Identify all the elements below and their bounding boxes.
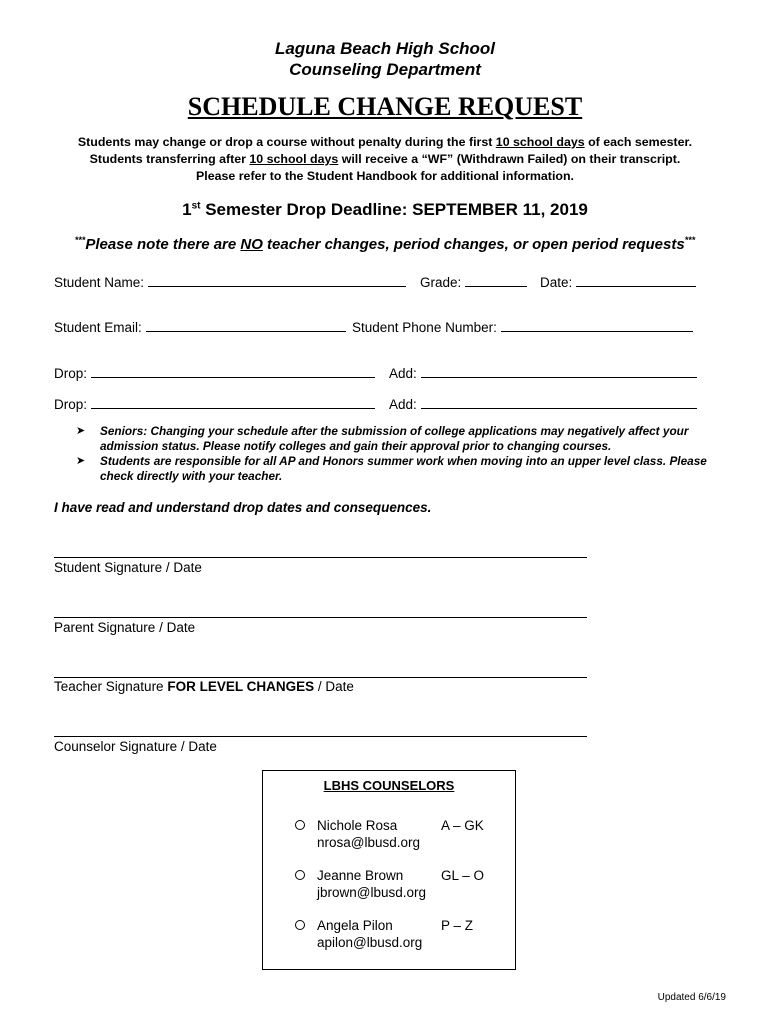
page-title: SCHEDULE CHANGE REQUEST <box>187 92 583 121</box>
bullet-item <box>76 454 716 484</box>
teacher-signature-label <box>54 679 354 694</box>
counselor-email[interactable]: nrosa@lbusd.org <box>317 835 421 850</box>
drop-input-1[interactable] <box>91 365 375 378</box>
counselor-signature-label: Counselor Signature / Date <box>54 739 217 754</box>
acknowledgement: I have read and understand drop dates and consequences. <box>54 500 432 515</box>
drop-deadline <box>0 200 770 220</box>
deadline-text: Semester Drop Deadline: SEPTEMBER 11, 2019 <box>200 200 588 219</box>
department-name: Counseling Department <box>289 60 481 79</box>
counselors-box <box>262 770 516 970</box>
student-email-input[interactable] <box>146 319 346 332</box>
counselor-email[interactable]: apilon@lbusd.org <box>317 935 423 950</box>
student-phone-field[interactable] <box>352 319 693 336</box>
counselor-name: Angela Pilon <box>317 918 393 933</box>
intro-line3: Please refer to the Student Handbook for additional information. <box>196 169 574 183</box>
student-email-field[interactable] <box>54 319 346 336</box>
counselors-title: LBHS COUNSELORS <box>323 778 455 793</box>
arrow-bullet-icon: ➤ <box>76 425 86 437</box>
student-phone-label: Student Phone Number: <box>352 320 497 335</box>
intro-line1-underlined: 10 school days <box>495 135 585 149</box>
circle-bullet-icon <box>295 920 305 930</box>
parent-signature-line[interactable] <box>54 617 587 618</box>
school-name: Laguna Beach High School <box>274 39 496 58</box>
teacher-signature-label-b: FOR LEVEL CHANGES <box>167 679 315 694</box>
student-signature-line[interactable] <box>54 557 587 558</box>
intro-line2-a: Students transferring after <box>89 152 250 166</box>
policy-note <box>0 235 770 253</box>
counselor-range: P – Z <box>441 918 474 933</box>
deadline-num: 1 <box>182 200 192 219</box>
intro-line2-underlined: 10 school days <box>249 152 339 166</box>
counselor-range: A – GK <box>441 818 484 833</box>
intro-line1-a: Students may change or drop a course without penalty during the first <box>77 135 496 149</box>
drop-field-1[interactable] <box>54 365 375 382</box>
add-field-2[interactable] <box>389 396 697 413</box>
note-text-a: Please note there are <box>85 236 241 253</box>
add-field-1[interactable] <box>389 365 697 382</box>
drop-field-2[interactable] <box>54 396 375 413</box>
intro-line1-b: of each semester. <box>584 135 693 149</box>
counselor-range: GL – O <box>441 868 485 883</box>
date-input[interactable] <box>576 274 696 287</box>
teacher-signature-label-c: / Date <box>314 679 354 694</box>
date-field[interactable] <box>540 274 696 291</box>
parent-signature-label: Parent Signature / Date <box>54 620 196 635</box>
note-no: NO <box>240 236 263 253</box>
student-name-label: Student Name: <box>54 275 145 290</box>
student-email-label: Student Email: <box>54 320 142 335</box>
teacher-signature-label-a: Teacher Signature <box>54 679 168 694</box>
drop-label-2: Drop: <box>54 397 88 412</box>
date-label: Date: <box>540 275 573 290</box>
circle-bullet-icon <box>295 870 305 880</box>
counselor-signature-line[interactable] <box>54 736 587 737</box>
bullet-text-seniors: Seniors: Changing your schedule after the submission of college applications may negatively affect your admission status. Please notify colleges and gain their approval prior to changing courses. <box>100 424 689 453</box>
student-name-input[interactable] <box>148 274 406 287</box>
teacher-signature-line[interactable] <box>54 677 587 678</box>
grade-input[interactable] <box>465 274 527 287</box>
note-stars-left: *** <box>74 235 86 245</box>
counselor-name: Nichole Rosa <box>317 818 398 833</box>
add-label-2: Add: <box>389 397 417 412</box>
school-header <box>0 38 770 80</box>
add-input-1[interactable] <box>421 365 697 378</box>
bullet-item <box>76 424 716 454</box>
note-text-b: teacher changes, period changes, or open period requests <box>262 236 685 253</box>
grade-label: Grade: <box>420 275 462 290</box>
student-phone-input[interactable] <box>501 319 693 332</box>
student-name-field[interactable] <box>54 274 406 291</box>
add-input-2[interactable] <box>421 396 697 409</box>
grade-field[interactable] <box>420 274 527 291</box>
intro-line2-b: will receive a “WF” (Withdrawn Failed) on their transcript. <box>338 152 681 166</box>
drop-input-2[interactable] <box>91 396 375 409</box>
drop-label-1: Drop: <box>54 366 88 381</box>
note-stars-right: *** <box>684 235 696 245</box>
arrow-bullet-icon: ➤ <box>76 455 86 467</box>
notice-bullets <box>76 424 716 484</box>
circle-bullet-icon <box>295 820 305 830</box>
add-label-1: Add: <box>389 366 417 381</box>
counselor-email[interactable]: jbrown@lbusd.org <box>317 885 427 900</box>
intro-text <box>0 134 770 185</box>
counselor-name: Jeanne Brown <box>317 868 404 883</box>
updated-date: Updated 6/6/19 <box>657 992 726 1003</box>
deadline-sup: st <box>191 200 201 212</box>
bullet-text-summer-work: Students are responsible for all AP and Honors summer work when moving into an upper level class. Please check directly with your teacher. <box>100 454 707 483</box>
student-signature-label: Student Signature / Date <box>54 560 202 575</box>
